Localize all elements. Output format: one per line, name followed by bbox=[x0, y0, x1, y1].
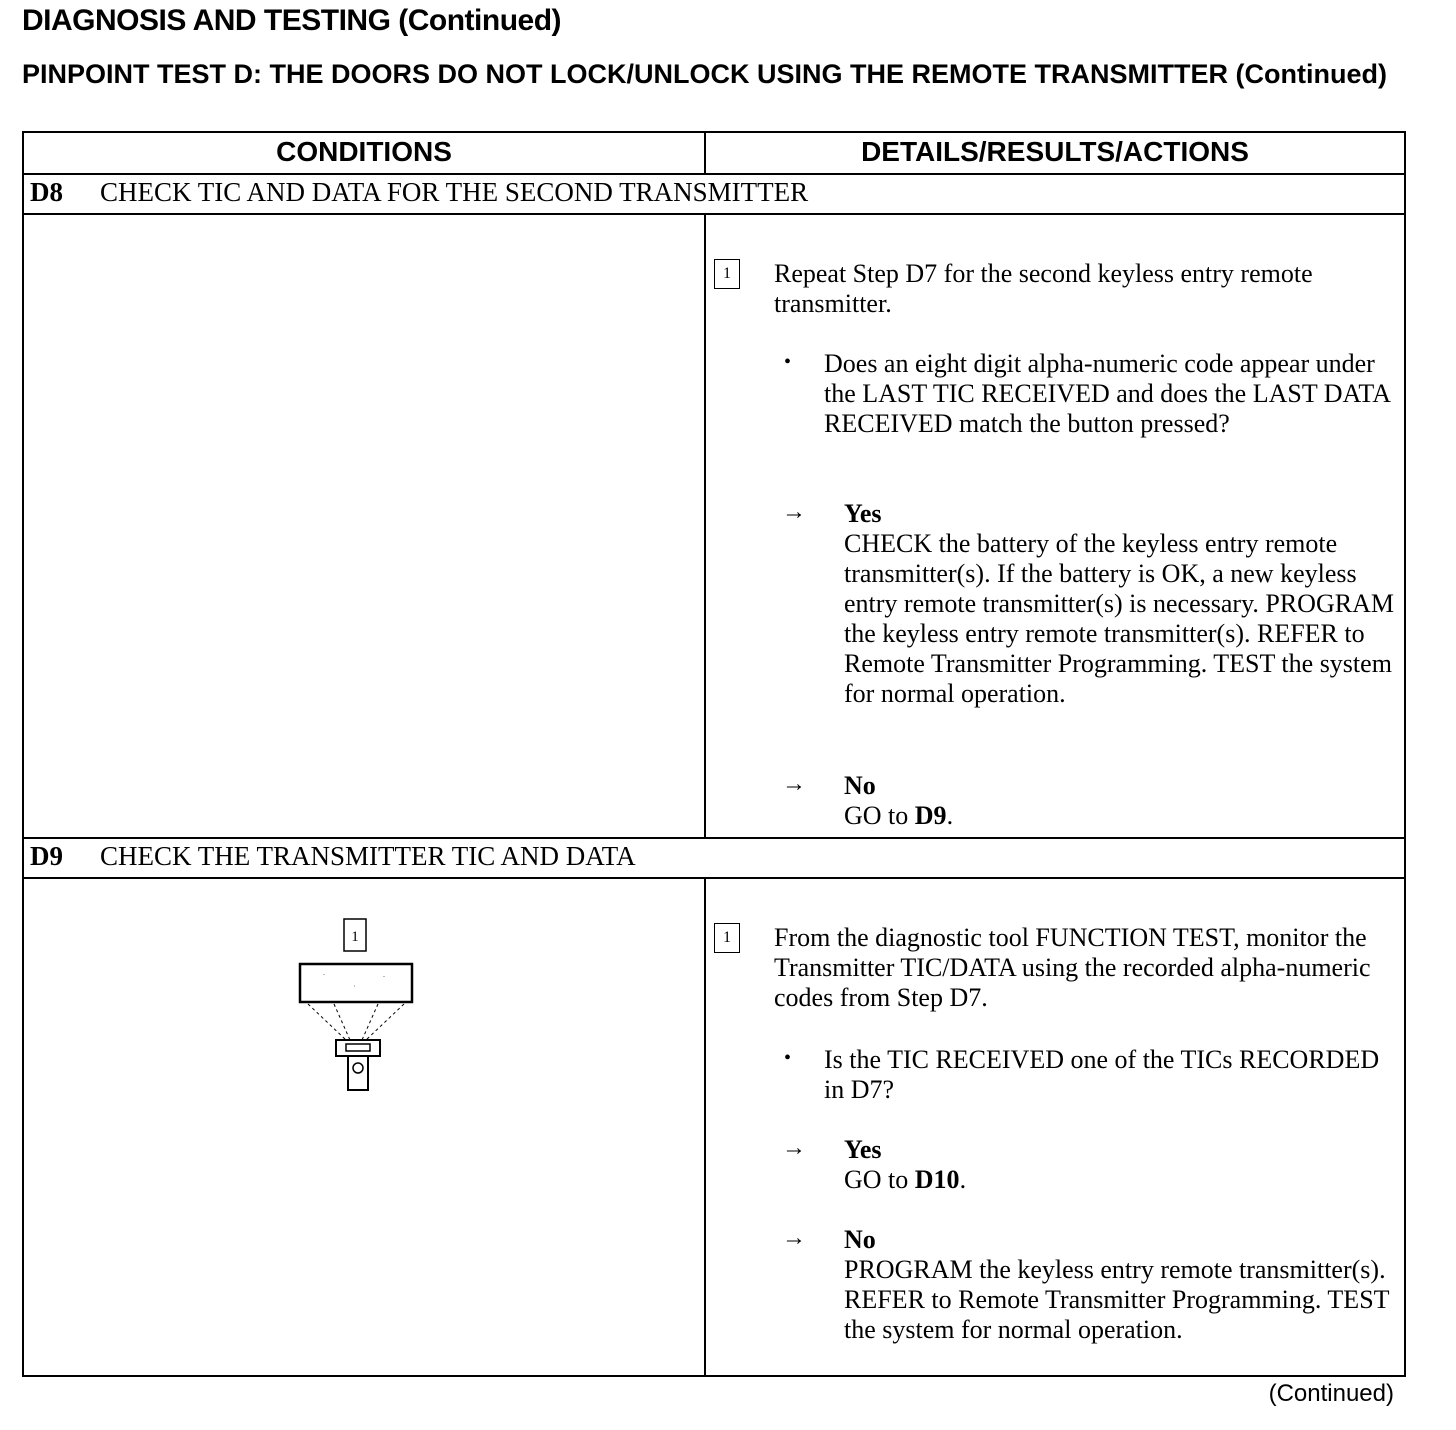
column-divider bbox=[704, 215, 706, 839]
yes-action-prefix: GO to bbox=[844, 1165, 915, 1194]
no-label: No bbox=[844, 1225, 876, 1254]
test-question: Does an eight digit alpha-numeric code appear under the LAST TIC RECEIVED and does the LAST DATA RECEIVED match the button pressed? bbox=[824, 349, 1390, 438]
continued-note: (Continued) bbox=[1268, 1380, 1394, 1407]
step-d9-header bbox=[30, 841, 636, 872]
yes-result bbox=[844, 1135, 1394, 1195]
illustration-label: 1 bbox=[351, 929, 359, 945]
row-divider bbox=[24, 837, 1404, 839]
no-action-prefix: GO to bbox=[844, 801, 915, 830]
yes-action-suffix: . bbox=[959, 1165, 967, 1194]
page-title: DIAGNOSIS AND TESTING (Continued) bbox=[22, 4, 562, 37]
details-column-header: DETAILS/RESULTS/ACTIONS bbox=[861, 136, 1249, 167]
step-d8-details bbox=[714, 215, 1404, 835]
row-divider bbox=[24, 173, 1404, 175]
pinpoint-test-table bbox=[22, 131, 1406, 1377]
step-number-box: 1 bbox=[714, 923, 740, 953]
bullet-icon: • bbox=[784, 351, 792, 373]
no-action-target: D9 bbox=[914, 801, 947, 830]
step-id: D8 bbox=[30, 177, 63, 207]
step-id: D9 bbox=[30, 841, 63, 871]
no-label: No bbox=[844, 771, 876, 800]
step-d9-details bbox=[714, 879, 1404, 1375]
no-action-suffix: . bbox=[946, 801, 954, 830]
conditions-column-header: CONDITIONS bbox=[276, 136, 452, 167]
yes-result bbox=[844, 499, 1394, 709]
step-instruction: Repeat Step D7 for the second keyless entry remote transmitter. bbox=[774, 259, 1313, 318]
arrow-icon: → bbox=[782, 1225, 806, 1251]
no-action: PROGRAM the keyless entry remote transmitter(s). REFER to Remote Transmitter Programming. TEST the system for normal operation. bbox=[844, 1255, 1390, 1344]
arrow-icon: → bbox=[782, 499, 806, 525]
yes-label: Yes bbox=[844, 1135, 882, 1164]
yes-label: Yes bbox=[844, 499, 882, 528]
step-d8-header bbox=[30, 177, 808, 208]
arrow-icon: → bbox=[782, 1135, 806, 1161]
no-result bbox=[844, 771, 1394, 831]
arrow-icon: → bbox=[782, 771, 806, 797]
transmitter-illustration bbox=[294, 916, 424, 1101]
no-result bbox=[844, 1225, 1394, 1345]
yes-action-target: D10 bbox=[914, 1165, 960, 1194]
step-title: CHECK TIC AND DATA FOR THE SECOND TRANSMITTER bbox=[100, 177, 809, 207]
test-question: Is the TIC RECEIVED one of the TICs RECORDED in D7? bbox=[824, 1045, 1380, 1104]
yes-action: CHECK the battery of the keyless entry remote transmitter(s). If the battery is OK, a new keyless entry remote transmitter(s) is necessary. PROGRAM the keyless entry remote transmitter(s). REFER to Remote Transmitter Programming. TEST the system for normal operation. bbox=[844, 529, 1394, 708]
bullet-icon: • bbox=[784, 1047, 792, 1069]
step-title: CHECK THE TRANSMITTER TIC AND DATA bbox=[100, 841, 636, 871]
step-number-box: 1 bbox=[714, 259, 740, 289]
diagnostic-tool-icon bbox=[294, 916, 424, 1096]
pinpoint-test-title: PINPOINT TEST D: THE DOORS DO NOT LOCK/UNLOCK USING THE REMOTE TRANSMITTER (Continued) bbox=[22, 59, 1387, 89]
step-instruction: From the diagnostic tool FUNCTION TEST, monitor the Transmitter TIC/DATA using the recorded alpha-numeric codes from Step D7. bbox=[774, 923, 1371, 1012]
column-divider bbox=[704, 879, 706, 1377]
